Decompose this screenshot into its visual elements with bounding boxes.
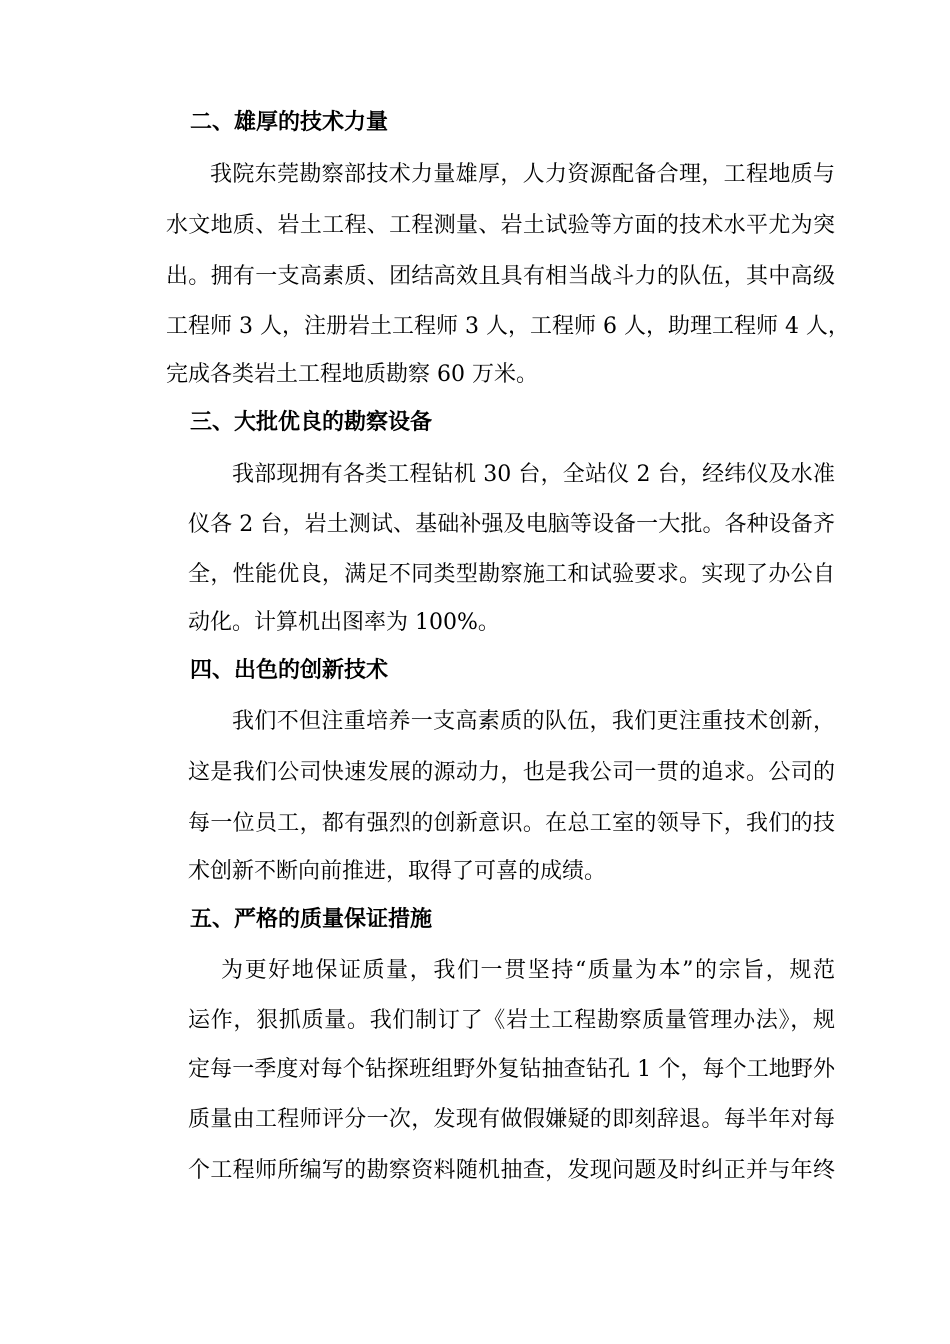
section-heading-4: 四、出色的创新技术 (190, 658, 389, 683)
paragraph-line: 我部现拥有各类工程钻机 30 台，全站仪 2 台，经纬仪及水准 (232, 462, 835, 487)
paragraph-line: 这是我们公司快速发展的源动力，也是我公司一贯的追求。公司的 (188, 760, 835, 785)
paragraph-line: 我院东莞勘察部技术力量雄厚，人力资源配备合理，工程地质与 (210, 162, 835, 187)
paragraph-line: 我们不但注重培养一支高素质的队伍，我们更注重技术创新， (232, 709, 835, 734)
paragraph-line: 工程师 3 人，注册岩土工程师 3 人，工程师 6 人，助理工程师 4 人， (166, 314, 850, 339)
paragraph-line: 术创新不断向前推进，取得了可喜的成绩。 (188, 859, 607, 884)
paragraph-line: 出。拥有一支高素质、团结高效且具有相当战斗力的队伍，其中高级 (166, 264, 835, 289)
section-heading-2: 二、雄厚的技术力量 (190, 110, 389, 135)
paragraph-line: 运作，狠抓质量。我们制订了《岩土工程勘察质量管理办法》，规 (188, 1008, 835, 1033)
paragraph-line: 水文地质、岩土工程、工程测量、岩土试验等方面的技术水平尤为突 (166, 213, 835, 238)
section-heading-5: 五、严格的质量保证措施 (190, 907, 433, 932)
paragraph-line: 为更好地保证质量，我们一贯坚持“质量为本”的宗旨，规范 (221, 958, 835, 983)
paragraph-line: 仪各 2 台，岩土测试、基础补强及电脑等设备一大批。各种设备齐 (188, 512, 835, 537)
paragraph-line: 每一位员工，都有强烈的创新意识。在总工室的领导下，我们的技 (188, 811, 835, 836)
paragraph-line: 全，性能优良，满足不同类型勘察施工和试验要求。实现了办公自 (188, 562, 835, 587)
paragraph-line: 定每一季度对每个钻探班组野外复钻抽查钻孔 1 个，每个工地野外 (188, 1057, 835, 1082)
paragraph-line: 完成各类岩土工程地质勘察 60 万米。 (166, 362, 538, 387)
paragraph-line: 动化。计算机出图率为 100%。 (188, 610, 500, 635)
section-heading-3: 三、大批优良的勘察设备 (190, 410, 433, 435)
paragraph-line: 个工程师所编写的勘察资料随机抽查，发现问题及时纠正并与年终 (188, 1158, 835, 1183)
paragraph-line: 质量由工程师评分一次，发现有做假嫌疑的即刻辞退。每半年对每 (188, 1107, 835, 1132)
